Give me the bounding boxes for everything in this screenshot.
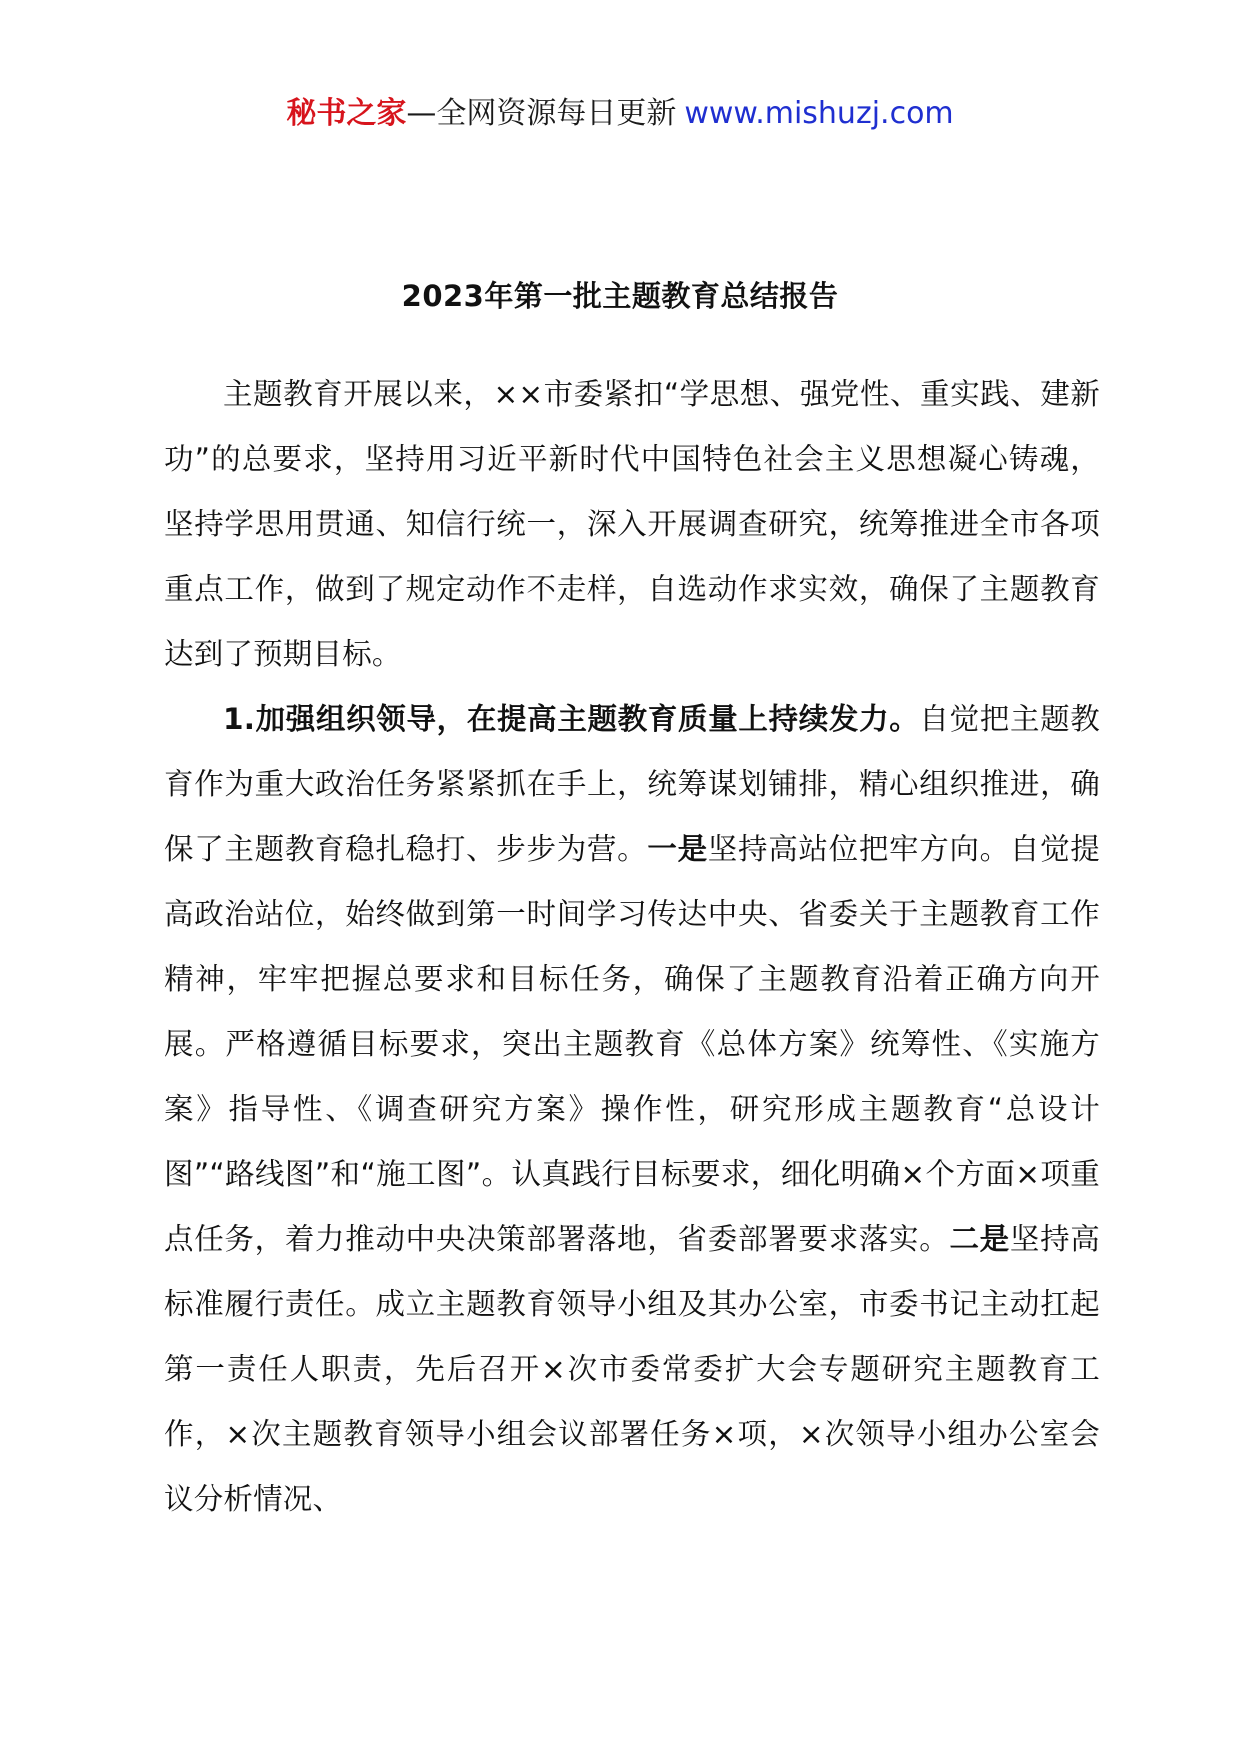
site-url-link[interactable]: www.mishuzj.com	[684, 96, 954, 131]
point-marker: 二是	[949, 1222, 1010, 1256]
brand-name: 秘书之家	[286, 96, 407, 131]
paragraph-section-1	[164, 687, 1100, 1532]
text-run: 坚持高标准履行责任。成立主题教育领导小组及其办公室，市委书记主动扛起第一责任人职责，先后召开×次市委常委扩大会专题研究主题教育工作，×次主题教育领导小组会议部署任务×项，×次领导小组办公室会议分析情况、	[164, 1222, 1100, 1516]
document-body	[164, 362, 1100, 1532]
text-run: 坚持高站位把牢方向。自觉提高政治站位，始终做到第一时间学习传达中央、省委关于主题教育工作精神，牢牢把握总要求和目标任务，确保了主题教育沿着正确方向开展。严格遵循目标要求，突出主题教育《总体方案》统筹性、《实施方案》指导性、《调查研究方案》操作性，研究形成主题教育“总设计图”“路线图”和“施工图”。认真践行目标要求，细化明确×个方面×项重点任务，着力推动中央决策部署落地，省委部署要求落实。	[164, 832, 1100, 1256]
text-run: 主题教育开展以来，××市委紧扣“学思想、强党性、重实践、建新功”的总要求，坚持用习近平新时代中国特色社会主义思想凝心铸魂，坚持学思用贯通、知信行统一，深入开展调查研究，统筹推进全市各项重点工作，做到了规定动作不走样，自选动作求实效，确保了主题教育达到了预期目标。	[164, 377, 1100, 671]
site-header	[0, 94, 1240, 134]
paragraph-intro	[164, 362, 1100, 687]
section-heading: 1.加强组织领导，在提高主题教育质量上持续发力。	[223, 702, 920, 736]
point-marker: 一是	[647, 832, 708, 866]
text-run: 自觉把主题教育作为重大政治任务紧紧抓在手上，统筹谋划铺排，精心组织推进，确保了主题教育稳扎稳打、步步为营。	[164, 702, 1100, 866]
document-title: 2023年第一批主题教育总结报告	[401, 279, 839, 313]
header-slogan: 全网资源每日更新	[436, 96, 677, 131]
header-separator: —	[406, 96, 437, 131]
